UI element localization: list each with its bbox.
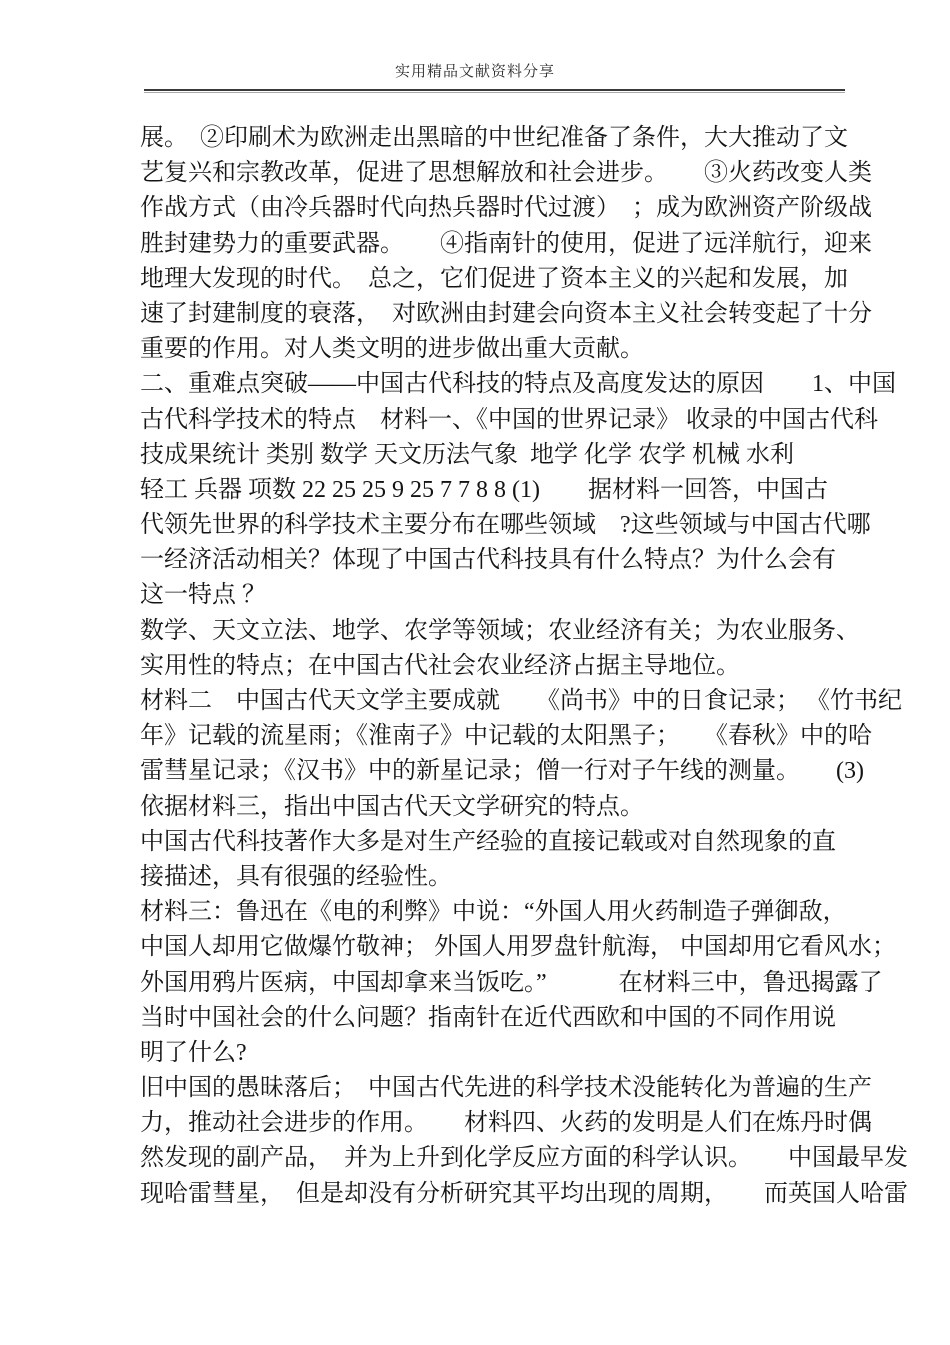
text-line: 这一特点 ？ (140, 582, 266, 609)
text-line: 作战方式（由冷兵器时代向热兵器时代过渡） ；成为欧洲资产阶级战 (140, 195, 872, 222)
text-line: 接描述，具有很强的经验性。 (140, 863, 452, 890)
text-line: 古代科学技术的特点 材料一、《中国的世界记录》 收录的中国古代科 (140, 406, 878, 433)
text-line: 二、重难点突破——中国古代科技的特点及高度发达的原因 1、中国 (140, 371, 896, 398)
text-line: 外国用鸦片医病，中国却拿来当饭吃。” 在材料三中，鲁迅揭露了 (140, 969, 883, 996)
text-line: 技成果统计 类别 数学 天文历法气象 地学 化学 农学 机械 水利 (140, 441, 794, 468)
text-line: 重要的作用。对人类文明的进步做出重大贡献。 (140, 336, 644, 363)
text-line: 旧中国的愚昧落后； 中国古代先进的科学技术没能转化为普遍的生产 (140, 1075, 872, 1102)
text-line: 力，推动社会进步的作用。 材料四、火药的发明是人们在炼丹时偶 (140, 1110, 872, 1137)
text-line: 胜封建势力的重要武器。 ④指南针的使用，促进了远洋航行，迎来 (140, 230, 872, 257)
text-line: 依据材料三，指出中国古代天文学研究的特点。 (140, 793, 644, 820)
text-line: 雷彗星记录；《汉书》中的新星记录；僧一行对子午线的测量。 (3) (140, 758, 864, 785)
text-line: 速了封建制度的衰落， 对欧洲由封建会向资本主义社会转变起了十分 (140, 300, 872, 327)
text-line: 代领先世界的科学技术主要分布在哪些领域 ?这些领域与中国古代哪 (140, 512, 871, 539)
page-header-title: 实用精品文献资料分享 (394, 64, 555, 80)
text-line: 中国人却用它做爆竹敬神； 外国人用罗盘针航海， 中国却用它看风水； (140, 934, 896, 961)
text-line: 明了什么? (140, 1039, 247, 1066)
text-line: 轻工 兵器 项数 22 25 25 9 25 7 7 8 8 (1) 据材料一回答，中国古 (140, 476, 828, 503)
text-line: 材料二 中国古代天文学主要成就 《尚书》中的日食记录； 《竹书纪 (140, 688, 902, 714)
text-line: 现哈雷彗星， 但是却没有分析研究其平均出现的周期， 而英国人哈雷 (140, 1180, 908, 1207)
text-line: 艺复兴和宗教改革，促进了思想解放和社会进步。 ③火药改变人类 (140, 160, 872, 187)
text-line: 展。 ②印刷术为欧洲走出黑暗的中世纪准备了条件，大大推动了文 (140, 125, 848, 151)
text-line: 实用性的特点；在中国古代社会农业经济占据主导地位。 (140, 652, 740, 679)
text-line: 数学、天文立法、地学、农学等领域；农业经济有关；为农业服务、 (140, 617, 860, 644)
document-body (140, 121, 908, 1212)
header-divider (144, 89, 845, 93)
text-line: 当时中国社会的什么问题？指南针在近代西欧和中国的不同作用说 (140, 1004, 836, 1031)
text-line: 一经济活动相关？体现了中国古代科技具有什么特点？为什么会有 (140, 547, 836, 574)
text-line: 然发现的副产品， 并为上升到化学反应方面的科学认识。 中国最早发 (140, 1145, 908, 1172)
text-line: 中国古代科技著作大多是对生产经验的直接记载或对自然现象的直 (140, 828, 836, 855)
text-line: 地理大发现的时代。 总之，它们促进了资本主义的兴起和发展，加 (140, 265, 848, 292)
text-line: 材料三：鲁迅在《电的利弊》中说：“外国人用火药制造子弹御敌， (140, 899, 847, 926)
text-line: 年》记载的流星雨；《淮南子》中记载的太阳黑子； 《春秋》中的哈 (140, 723, 872, 750)
